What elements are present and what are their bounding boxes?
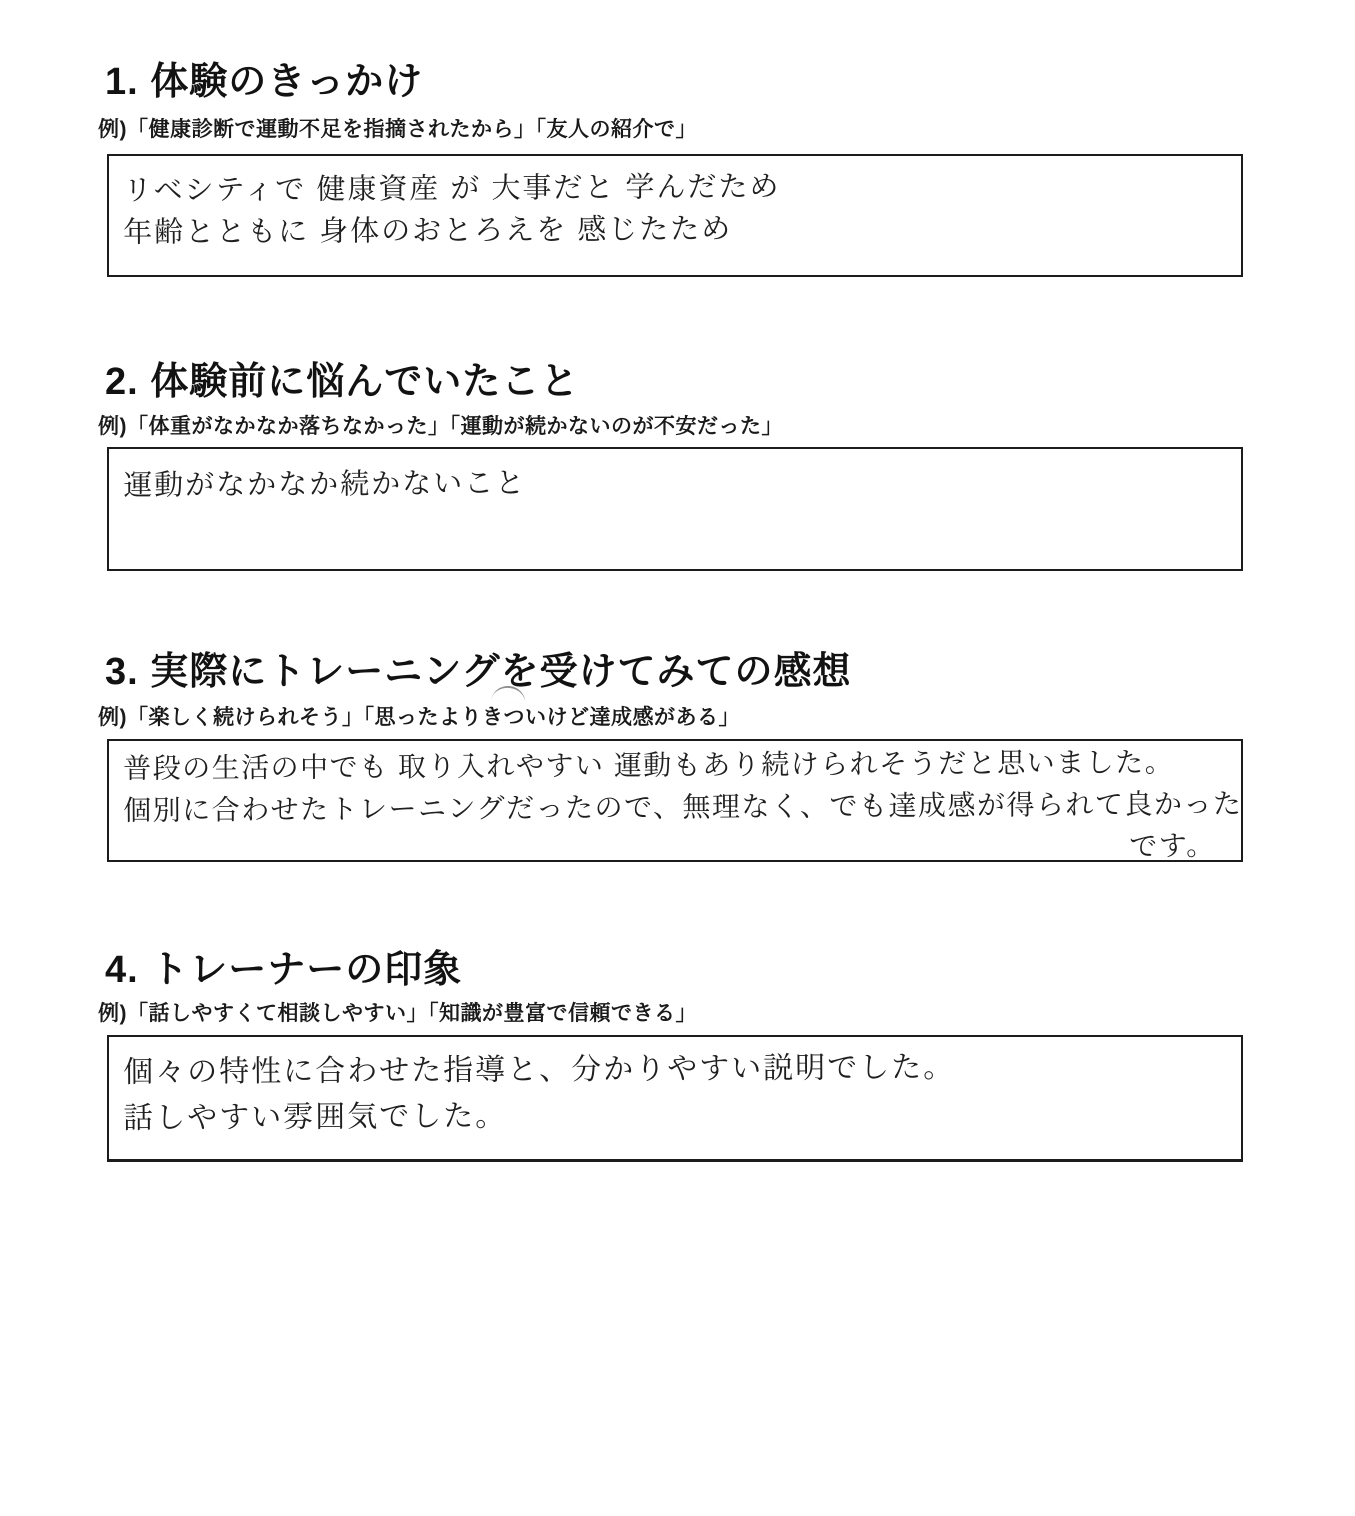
- section-1-example: 例)「健康診断で運動不足を指摘されたから」「友人の紹介で」: [98, 118, 697, 141]
- handwritten-answer-line: 普段の生活の中でも 取り入れやすい 運動もあり続けられそうだと思いました。: [123, 746, 1175, 784]
- section-2-example: 例)「体重がなかなか落ちなかった」「運動が続かないのが不安だった」: [98, 415, 783, 438]
- section-1-heading: 1. 体験のきっかけ: [105, 61, 424, 103]
- handwritten-answer-line: 運動がなかなか続かないこと: [123, 467, 527, 502]
- handwritten-answer-line: 個々の特性に合わせた指導と、分かりやすい説明でした。: [123, 1050, 956, 1089]
- section-3-example: 例)「楽しく続けられそう」「思ったよりきついけど達成感がある」: [98, 706, 740, 729]
- section-3-heading: 3. 実際にトレーニングを受けてみての感想: [105, 651, 852, 693]
- handwritten-answer-line: 話しやすい雰囲気でした。: [123, 1099, 508, 1135]
- section-4-answer-box: [107, 1035, 1243, 1162]
- section-2-answer-box: [107, 447, 1243, 571]
- handwritten-answer-line: です。: [1128, 829, 1216, 862]
- handwritten-answer-line: 個別に合わせたトレーニングだったので、無理なく、でも達成感が得られて良かった: [123, 788, 1243, 826]
- section-2-heading: 2. 体験前に悩んでいたこと: [105, 361, 580, 403]
- section-4-heading: 4. トレーナーの印象: [105, 949, 463, 991]
- handwritten-answer-line: 年齢とともに 身体のおとろえを 感じたため: [123, 213, 733, 249]
- section-4-example: 例)「話しやすくて相談しやすい」「知識が豊富で信頼できる」: [98, 1002, 697, 1025]
- handwritten-answer-line: リベシティで 健康資産 が 大事だと 学んだため: [123, 170, 781, 207]
- section-3-answer-box: [107, 739, 1243, 862]
- section-1-answer-box: [107, 154, 1243, 277]
